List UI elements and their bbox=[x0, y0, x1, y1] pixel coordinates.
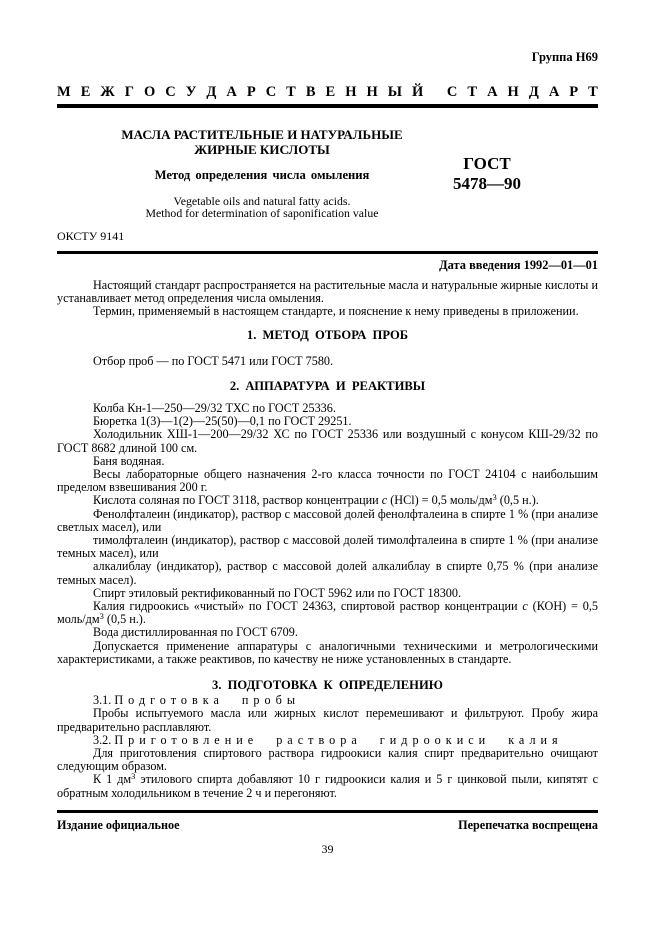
reagent-item-burette: Бюретка 1(3)—1(2)—25(50)—0,1 по ГОСТ 29251. bbox=[93, 414, 352, 429]
subsection-number: 3.1. bbox=[93, 693, 112, 708]
document-subtitle-ru: Метод определения числа омыления bbox=[154, 167, 370, 182]
reprint-prohibited-label: Перепечатка воспрещена bbox=[458, 817, 598, 832]
subsection-number: 3.2. bbox=[93, 732, 112, 747]
koh-formula: (КОН) = 0,5 моль/дм bbox=[57, 598, 598, 627]
reagent-item-scales: Весы лабораторные общего назначения 2-го класса точности по ГОСТ 24104 с наибольшим пределом взвешивания 200 г. bbox=[57, 466, 598, 495]
group-label: Группа Н69 bbox=[531, 50, 598, 64]
reagent-item-ethanol: Спирт этиловый ректификованный по ГОСТ 5962 или по ГОСТ 18300. bbox=[93, 585, 462, 600]
footer-row bbox=[57, 818, 598, 833]
hcl-formula: (HCl) = 0,5 моль/дм bbox=[387, 493, 493, 508]
hcl-text: Кислота соляная по ГОСТ 3118, раствор концентрации bbox=[93, 493, 382, 508]
document-title-en-line1: Vegetable oils and natural fatty acids. bbox=[173, 193, 351, 208]
official-edition-label: Издание официальное bbox=[57, 817, 180, 832]
header-rule bbox=[57, 104, 598, 108]
document-title-en bbox=[97, 195, 427, 220]
section1-paragraph: Отбор проб — по ГОСТ 5471 или ГОСТ 7580. bbox=[93, 353, 334, 368]
superscript-3: 3 bbox=[131, 771, 136, 782]
subsection-3-1-paragraph: Пробы испытуемого масла или жирных кислот перемешивают и фильтруют. Пробу жира предварительно расплавляют. bbox=[57, 706, 598, 734]
superscript-3: 3 bbox=[492, 492, 497, 503]
hcl-normality: (0,5 н.). bbox=[496, 493, 539, 508]
reagent-item-bath: Баня водяная. bbox=[93, 453, 165, 468]
document-title-en-line2: Method for determination of saponification value bbox=[145, 206, 379, 221]
date-rule bbox=[57, 251, 598, 254]
reagent-item-condenser: Холодильник ХШ-1—200—29/32 ХС по ГОСТ 25336 или воздушный с конусом КШ-29/32 по ГОСТ 8682 длиной 100 см. bbox=[57, 427, 598, 455]
section1-heading: 1. МЕТОД ОТБОРА ПРОБ bbox=[246, 328, 409, 343]
reagent-item-alkaliblau: алкалиблау (индикатор), раствор с массовой долей алкалиблау в спирте 0,75 % (при анализе темных масел). bbox=[57, 559, 598, 587]
subsection-3-2-paragraph-1: Для приготовления спиртового раствора гидроокиси калия спирт предварительно очищают следующим образом. bbox=[57, 745, 598, 774]
document-title-ru-line2: ЖИРНЫЕ КИСЛОТЫ bbox=[194, 141, 330, 157]
title-column bbox=[57, 127, 427, 220]
reagent-item-flask: Колба Кн-1—250—29/32 ТХС по ГОСТ 25336. bbox=[93, 400, 336, 415]
procedure-text: этилового спирта добавляют 10 г гидроокиси калия и 5 г цинковой пыли, кипятят с обратным холодильником в течение 2 ч и перегоняют. bbox=[57, 772, 598, 800]
reagent-item-water: Вода дистиллированная по ГОСТ 6709. bbox=[93, 625, 298, 640]
section2-heading: 2. АППАРАТУРА И РЕАКТИВЫ bbox=[229, 378, 426, 393]
reagent-item-koh bbox=[57, 600, 598, 626]
okstu-code: ОКСТУ 9141 bbox=[57, 228, 125, 243]
document-title-ru-line1: МАСЛА РАСТИТЕЛЬНЫЕ И НАТУРАЛЬНЫЕ bbox=[121, 126, 403, 142]
concentration-symbol: с bbox=[522, 598, 528, 613]
koh-normality: (0,5 н.). bbox=[103, 612, 146, 627]
koh-text: Калия гидроокись «чистый» по ГОСТ 24363, спиртовой раствор концентрации bbox=[93, 598, 523, 613]
reagent-item-thymolphthalein: тимолфталеин (индикатор), раствор с массовой долей тимолфталеина в спирте 1 % (при анализе темных масел), или bbox=[57, 532, 598, 561]
reagent-item-hcl bbox=[57, 494, 598, 507]
intro-paragraph-2: Термин, применяемый в настоящем стандарте, и пояснение к нему приведены в приложении. bbox=[93, 304, 579, 319]
gost-label: ГОСТ bbox=[463, 153, 511, 173]
reagent-item-phenolphthalein: Фенолфталеин (индикатор), раствор с массовой долей фенолфталеина в спирте 1 % (при анализе светлых масел), или bbox=[57, 506, 598, 534]
subsection-3-2-heading bbox=[57, 734, 598, 747]
document-body bbox=[57, 279, 598, 800]
title-block bbox=[57, 127, 598, 220]
subsection-title: Подготовка пробы bbox=[114, 693, 301, 708]
subsection-title: Приготовление раствора гидроокиси калия bbox=[114, 732, 563, 747]
gost-number: 5478—90 bbox=[453, 173, 521, 193]
page-footer bbox=[57, 810, 598, 857]
footer-rule bbox=[57, 810, 598, 813]
intro-paragraph-1: Настоящий стандарт распространяется на растительные масла и натуральные жирные кислоты и устанавливает метод определения числа омыления. bbox=[57, 277, 598, 305]
subsection-3-2-paragraph-2 bbox=[57, 773, 598, 799]
page-number: 39 bbox=[321, 841, 334, 856]
dm3-text: К 1 дм bbox=[93, 772, 132, 787]
concentration-symbol: с bbox=[381, 493, 388, 508]
section3-heading: 3. ПОДГОТОВКА К ОПРЕДЕЛЕНИЮ bbox=[212, 677, 443, 692]
standard-type-heading: М Е Ж Г О С У Д А Р С Т В Е Н Н Ы Й С Т А Н Д А Р Т bbox=[57, 84, 598, 100]
gost-number-block bbox=[427, 127, 547, 220]
superscript-3: 3 bbox=[99, 611, 104, 622]
effective-date: Дата введения 1992—01—01 bbox=[439, 257, 598, 272]
document-title-ru bbox=[97, 127, 427, 157]
reagent-note-equivalents: Допускается применение аппаратуры с аналогичными техническими и метрологическими характеристиками, а также реактивов, по качеству не ниже установленных в стандарте. bbox=[57, 638, 598, 666]
